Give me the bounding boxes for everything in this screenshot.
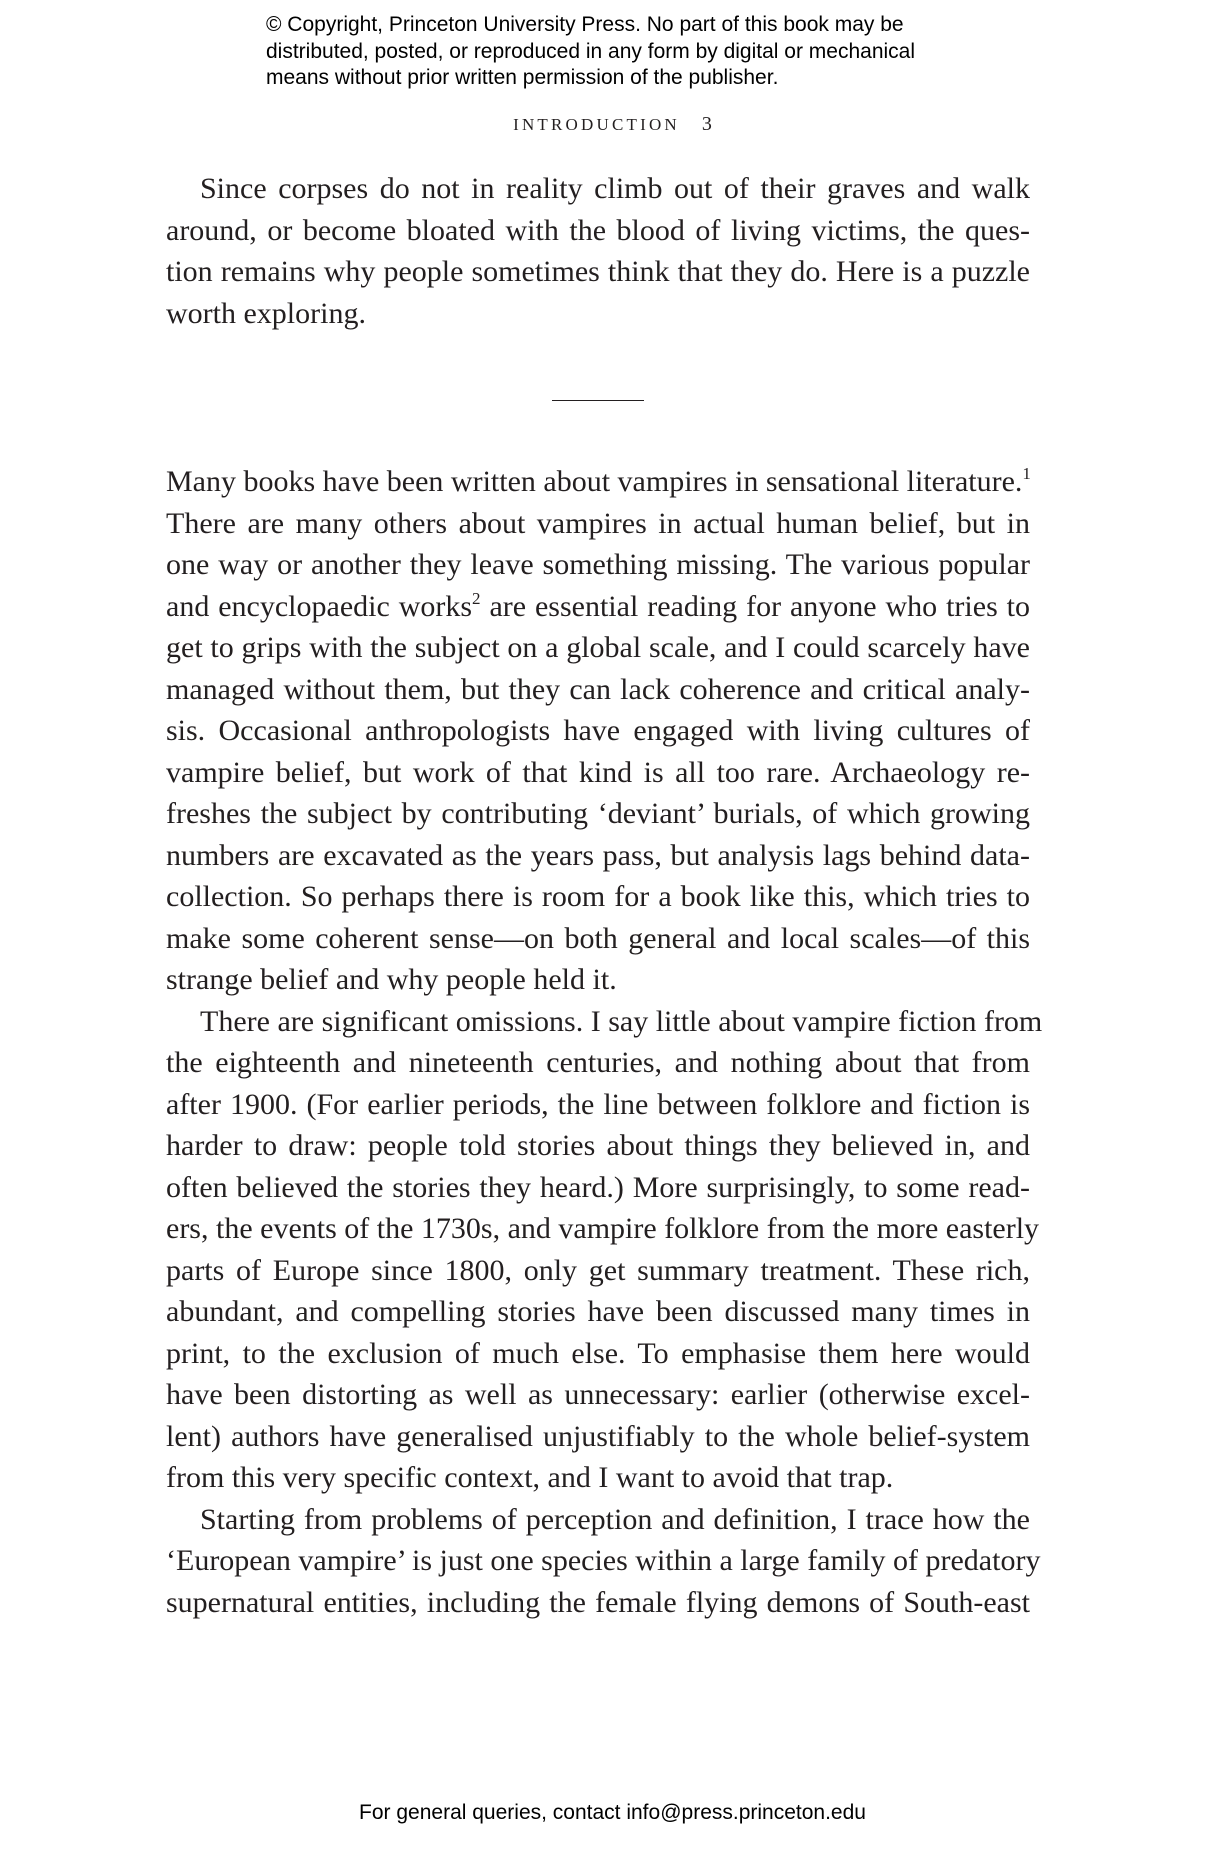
text-line: one way or another they leave something missing. The various popular [166,548,1030,581]
text-line: collection. So perhaps there is room for a book like this, which tries to [166,880,1030,913]
text-line: get to grips with the subject on a global scale, and I could scarcely have [166,631,1030,664]
line-text: Many books have been written about vampires in sensational literature. [166,465,1023,498]
footnote-marker-2[interactable]: 2 [472,588,481,608]
line-text: and encyclopaedic works [166,589,473,623]
text-line: parts of Europe since 1800, only get summary treatment. These rich, [166,1253,1030,1287]
text-line [166,586,1030,628]
text-line: often believed the stories they heard.) More surprisingly, to some read- [166,1170,1030,1204]
text-line: strange belief and why people held it. [166,963,617,996]
copyright-line: means without prior written permission of the publisher. [266,66,779,89]
text-line: make some coherent sense—on both general and local scales—of this [166,921,1030,955]
text-line: supernatural entities, including the female flying demons of South-east [166,1585,1030,1619]
body-text [166,461,1043,1623]
text-line: the eighteenth and nineteenth centuries, and nothing about that from [166,1046,1030,1079]
footnote-marker-1[interactable]: 1 [1022,464,1031,483]
footer-contact: For general queries, contact info@press.princeton.edu [359,1801,866,1824]
chapter-title: INTRODUCTION [513,115,680,134]
text-line: from this very specific context, and I want to avoid that trap. [166,1461,894,1494]
text-line: harder to draw: people told stories about things they believed in, and [166,1129,1030,1162]
text-line: lent) authors have generalised unjustifiably to the whole belief-system [166,1419,1030,1453]
running-head [0,113,1225,136]
text-line: ers, the events of the 1730s, and vampire folklore from the more easterly [166,1212,1040,1245]
text-line: Since corpses do not in reality climb out of their graves and walk [200,172,1030,205]
text-line: tion remains why people sometimes think that they do. Here is a puzzle [166,255,1030,288]
text-line: Starting from problems of perception and definition, I trace how the [200,1502,1030,1536]
text-line: freshes the subject by contributing ‘deviant’ burials, of which growing [166,797,1030,830]
text-line [166,461,1030,503]
text-line: managed without them, but they can lack coherence and critical analy- [166,672,1030,706]
copyright-notice [266,12,1026,92]
text-line: vampire belief, but work of that kind is all too rare. Archaeology re- [166,755,1030,789]
section-break-rule [552,400,644,401]
text-line: print, to the exclusion of much else. To emphasise them here would [166,1336,1030,1370]
text-line: worth exploring. [166,296,366,330]
copyright-line: © Copyright, Princeton University Press. No part of this book may be [266,13,904,36]
line-text: are essential reading for anyone who tries to [480,589,1030,623]
text-line: have been distorting as well as unnecessary: earlier (otherwise excel- [166,1378,1030,1411]
paragraph-opening [166,168,1030,334]
text-line: around, or become bloated with the blood of living victims, the ques- [166,213,1030,247]
text-line: There are many others about vampires in actual human belief, but in [166,506,1030,540]
text-line: after 1900. (For earlier periods, the line between folklore and fiction is [166,1087,1030,1121]
text-line: ‘European vampire’ is just one species within a large family of predatory [166,1544,1041,1577]
copyright-line: distributed, posted, or reproduced in any form by digital or mechanical [266,39,916,63]
page-number: 3 [701,113,712,135]
text-line: sis. Occasional anthropologists have engaged with living cultures of [166,714,1030,747]
text-line: numbers are excavated as the years pass, but analysis lags behind data- [166,838,1030,872]
text-line: abundant, and compelling stories have been discussed many times in [166,1295,1030,1328]
text-line: There are significant omissions. I say little about vampire fiction from [200,1004,1043,1038]
